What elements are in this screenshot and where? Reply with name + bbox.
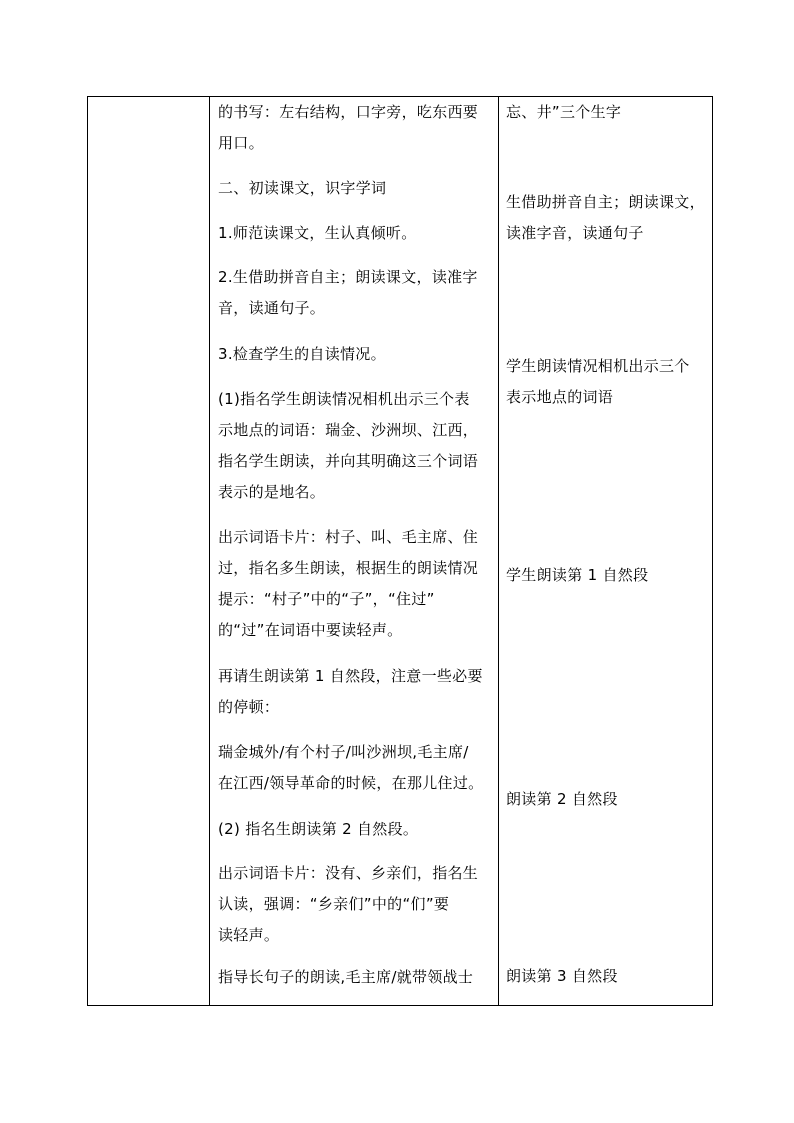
- process-paragraph: 出示词语卡片：村子、叫、毛主席、住 过，指名多生朗读，根据生的朗读情况 提示：“村子”中的“子”，“住过” 的“过”在词语中要读轻声。: [218, 528, 479, 639]
- process-paragraph: (2) 指名生朗读第 2 自然段。: [218, 820, 419, 838]
- activity-paragraph: 朗读第 3 自然段: [506, 967, 618, 985]
- activity-paragraph: 生借助拼音自主；朗读课文， 读准字音，读通句子: [506, 193, 705, 242]
- activity-paragraph: 忘、井”三个生字: [506, 103, 622, 121]
- process-paragraph: 出示词语卡片：没有、乡亲们，指名生 认读，强调：“乡亲们”中的“们”要 读轻声。: [218, 864, 479, 944]
- activity-paragraph: 学生朗读第 1 自然段: [506, 566, 649, 584]
- process-paragraph: 指导长句子的朗读,毛主席/就带领战士: [218, 968, 474, 986]
- activity-paragraph: 学生朗读情况相机出示三个 表示地点的词语: [506, 357, 690, 406]
- process-paragraph: 再请生朗读第 1 自然段，注意一些必要 的停顿：: [218, 667, 483, 716]
- section-heading: 二、初读课文，识字学词: [218, 179, 387, 197]
- process-paragraph: 瑞金城外/有个村子/叫沙洲坝,毛主席/ 在江西/领导革命的时候，在那儿住过。: [218, 743, 484, 792]
- process-paragraph: (1)指名学生朗读情况相机出示三个表 示地点的词语：瑞金、沙洲坝、江西， 指名学生朗读，并向其明确这三个词语 表示的是地名。: [218, 390, 479, 501]
- process-paragraph: 1.师范读课文，生认真倾听。: [218, 224, 417, 242]
- column-divider-1: [209, 97, 210, 1005]
- process-paragraph: 2.生借助拼音自主；朗读课文，读准字 音，读通句子。: [218, 268, 478, 317]
- column-divider-2: [498, 97, 499, 1005]
- process-paragraph: 的书写：左右结构，口字旁，吃东西要 用口。: [218, 103, 479, 152]
- lesson-plan-table: [87, 96, 713, 1006]
- activity-paragraph: 朗读第 2 自然段: [506, 790, 618, 808]
- process-paragraph: 3.检查学生的自读情况。: [218, 345, 386, 363]
